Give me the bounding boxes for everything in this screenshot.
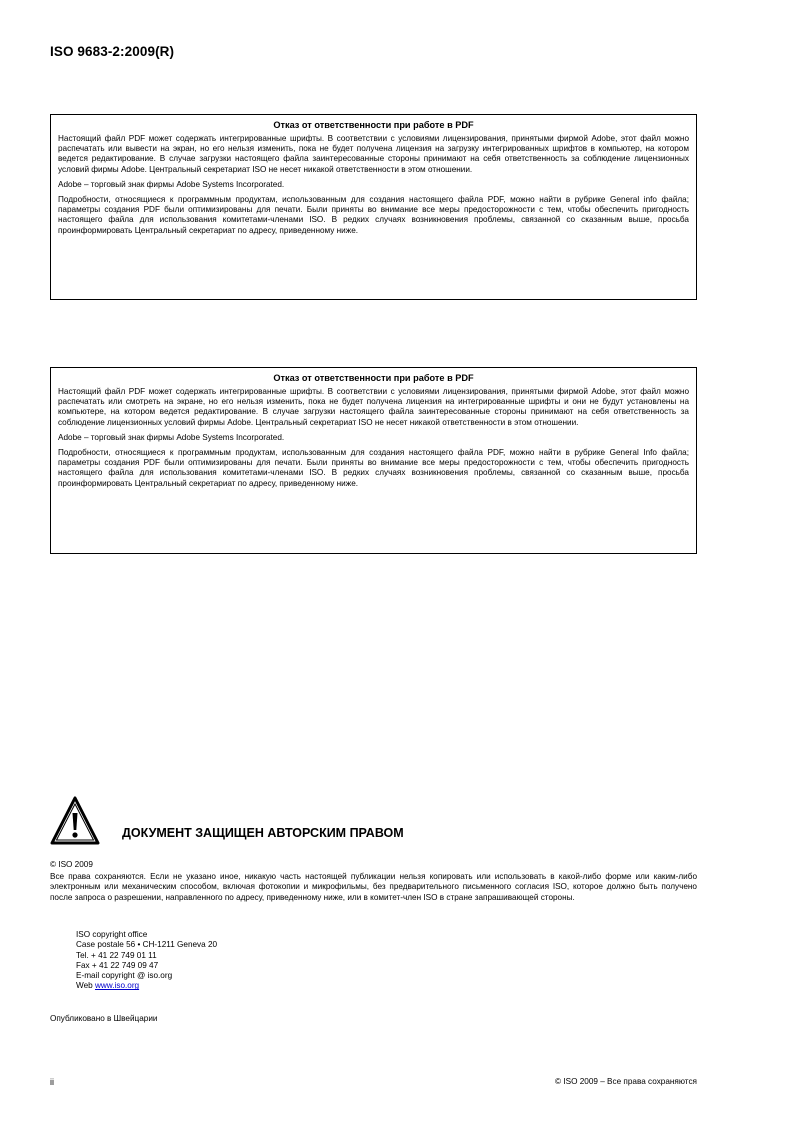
iso-website-link[interactable]: www.iso.org bbox=[94, 981, 140, 991]
address-tel: Tel. + 41 22 749 01 11 bbox=[76, 950, 157, 960]
footer-rights: © ISO 2009 – Все права сохраняются bbox=[555, 1077, 697, 1086]
copyright-text: Все права сохраняются. Если не указано иное, никакую часть настоящей публикации нельзя копировать или использовать в какой-либо форме или каким-либо электронным или механическим способом, включая фотокопии и микрофильмы, без предварительного письменного согласия ISO, которое должно быть получено после запроса о разрешении, направленного по адресу, приведенному ниже, или в комитет-член ISO в стране запрашивающей стороны. bbox=[50, 872, 697, 902]
disclaimer-paragraph-details: Подробности, относящиеся к программным продуктам, использованным для создания настоящего файла PDF, можно найти в рубрике General Info файла; параметры создания PDF были оптимизированы для печати. Были приняты во внимание все меры предосторожности с тем, чтобы обеспечить пригодность настоящего файла для использования комитетами-членами ISO. В редких случаях возникновения проблемы, связанной со сказанным выше, просьба проинформировать Центральный секретариат по адресу, приведенному ниже. bbox=[58, 448, 689, 488]
copyright-year: © ISO 2009 bbox=[50, 860, 93, 869]
address-fax: Fax + 41 22 749 09 47 bbox=[76, 960, 159, 970]
warning-triangle-icon bbox=[50, 796, 100, 846]
iso-address bbox=[76, 930, 217, 992]
disclaimer-paragraph-trademark: Adobe – торговый знак фирмы Adobe Systems Incorporated. bbox=[58, 432, 285, 442]
document-id: ISO 9683-2:2009(R) bbox=[50, 44, 175, 59]
web-label: Web bbox=[76, 981, 93, 991]
address-office: ISO copyright office bbox=[76, 930, 148, 939]
disclaimer-title: Отказ от ответственности при работе в PDF bbox=[273, 120, 474, 130]
disclaimer-paragraph-fonts: Настоящий файл PDF может содержать интегрированные шрифты. В соответствии с условиями лицензирования, принятыми фирмой Adobe, этот файл можно распечатать или вывести на экран, но его нельзя изменить, пока не будет получена лицензия на загрузку интегрированных шрифтов в компьютер, на котором ведется редактирование. В случае загрузки настоящего файла заинтересованные стороны принимают на себя ответственность за соблюдение лицензионных условий фирмы Adobe. Центральный секретариат ISO не несет никакой ответственности в этом отношении. bbox=[58, 134, 689, 174]
published-in: Опубликовано в Швейцарии bbox=[50, 1014, 158, 1023]
address-postal: Case postale 56 • CH-1211 Geneva 20 bbox=[76, 940, 218, 950]
page-number: ii bbox=[50, 1077, 54, 1087]
disclaimer-title: Отказ от ответственности при работе в PDF bbox=[273, 373, 474, 383]
pdf-disclaimer-box-2 bbox=[50, 367, 697, 554]
address-web bbox=[76, 981, 217, 991]
pdf-disclaimer-box-1 bbox=[50, 114, 697, 300]
address-email: E-mail copyright @ iso.org bbox=[76, 971, 173, 981]
disclaimer-paragraph-fonts: Настоящий файл PDF может содержать интегрированные шрифты. В соответствии с условиями лицензирования, принятыми фирмой Adobe, этот файл можно распечатать или смотреть на экране, но его нельзя изменить, пока не будет получена лицензия на интегрированные шрифты и они не будут установлены на компьютере, на котором ведется редактирование. В случае загрузки настоящего файла заинтересованные стороны принимают на себя ответственность за соблюдение лицензионных условий фирмы Adobe. Центральный секретариат ISO не несет никакой ответственности в этом отношении. bbox=[58, 387, 689, 427]
disclaimer-paragraph-trademark: Adobe – торговый знак фирмы Adobe Systems Incorporated. bbox=[58, 179, 285, 189]
disclaimer-paragraph-details: Подробности, относящиеся к программным продуктам, использованным для создания настоящего файла PDF, можно найти в рубрике General info файла; параметры создания PDF были оптимизированы для печати. Были приняты во внимание все меры предосторожности с тем, чтобы обеспечить пригодность настоящего файла для использования комитетами-членами ISO. В редких случаях возникновения проблемы, связанной со сказанным выше, просьба проинформировать Центральный секретариат по адресу, приведенному ниже. bbox=[58, 195, 689, 235]
copyright-heading: ДОКУМЕНТ ЗАЩИЩЕН АВТОРСКИМ ПРАВОМ bbox=[122, 826, 404, 840]
